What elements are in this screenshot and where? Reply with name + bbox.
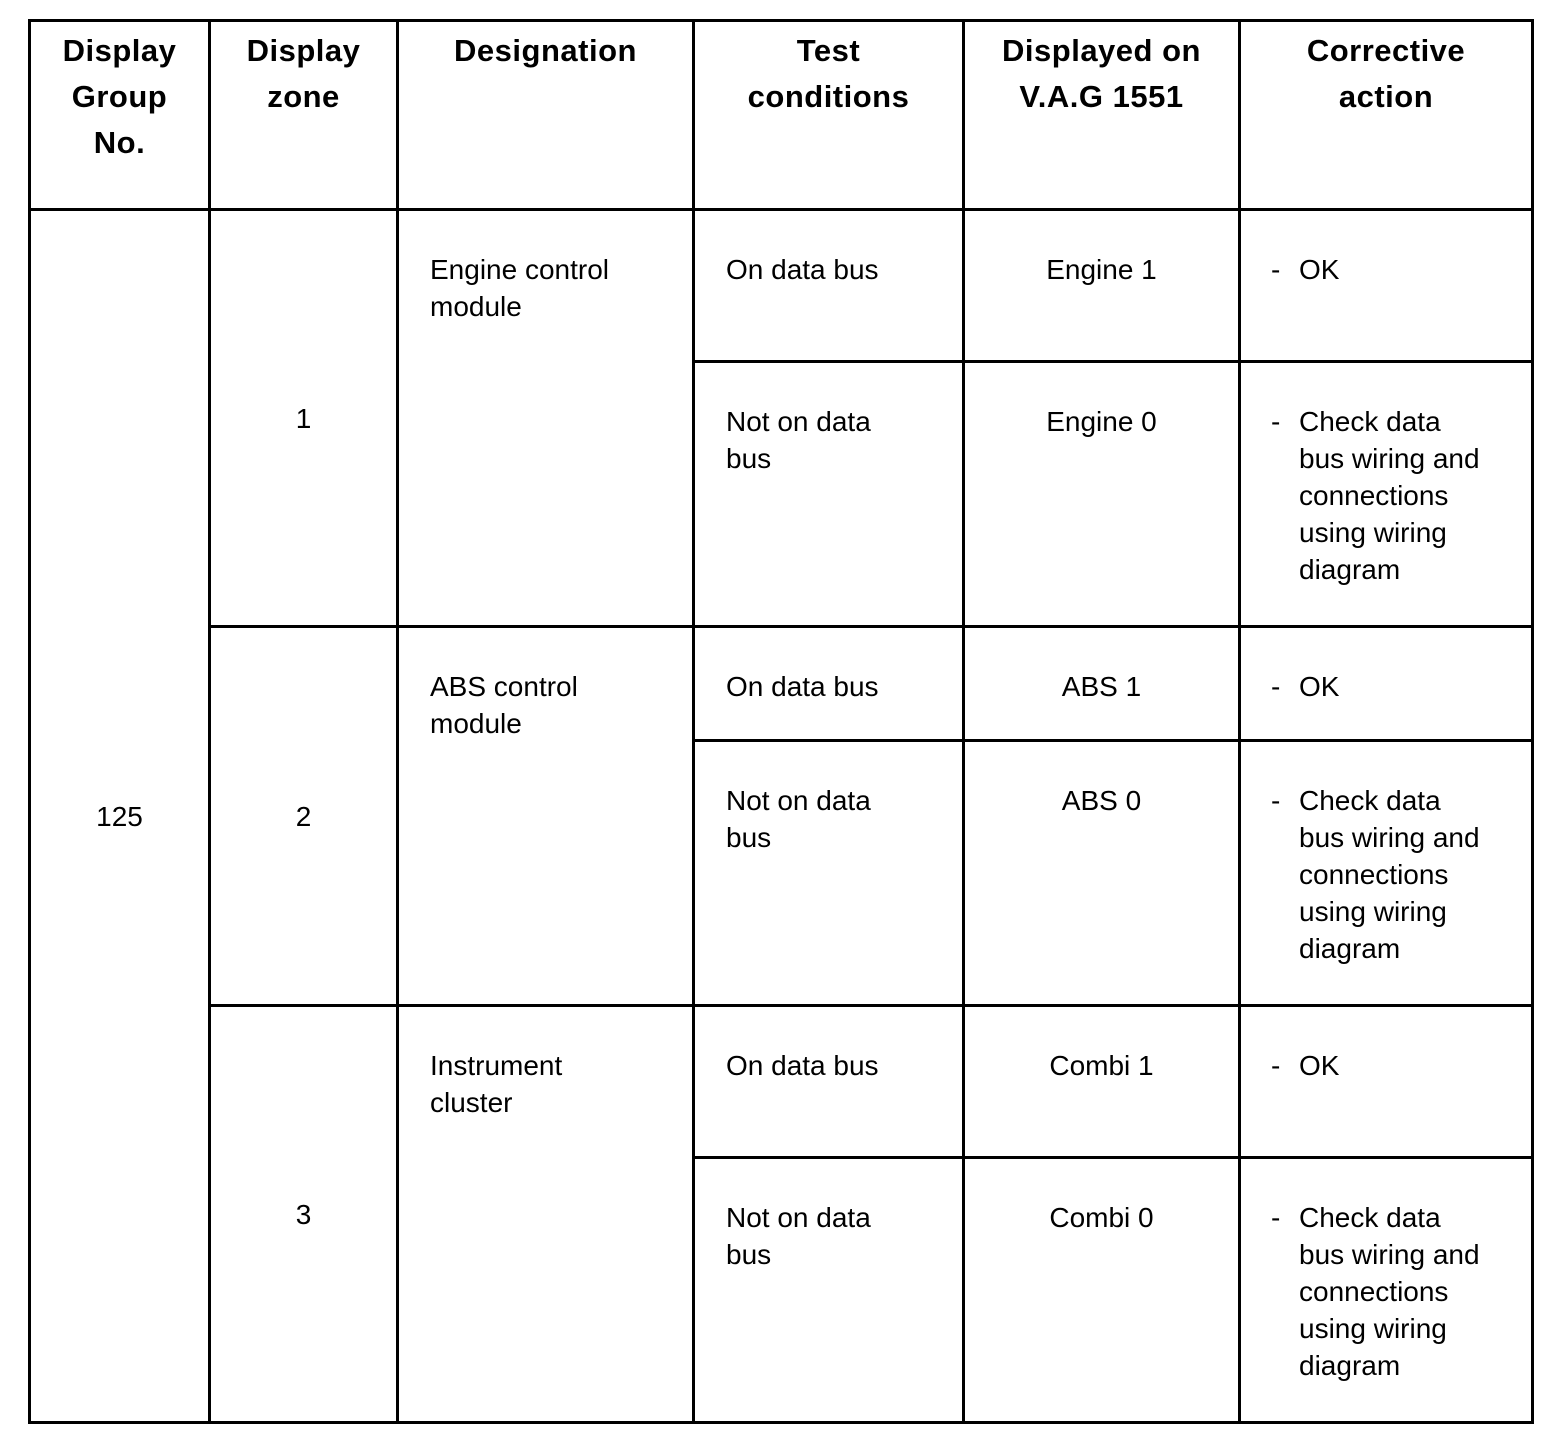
action-line: OK — [1299, 1050, 1340, 1081]
condition-line: bus — [726, 443, 772, 474]
displayed-value: Engine 1 — [1046, 254, 1157, 285]
condition-cell — [694, 1158, 964, 1423]
action-line: connections — [1299, 1276, 1449, 1307]
zone-cell — [210, 627, 398, 1006]
header-line: Test — [796, 33, 861, 68]
header-line: Designation — [454, 33, 637, 68]
zone-cell — [210, 210, 398, 627]
action-line: bus wiring and — [1299, 1239, 1480, 1270]
action-line: OK — [1299, 254, 1340, 285]
displayed-value: Combi 1 — [1049, 1050, 1154, 1081]
action-bullet: - — [1271, 406, 1281, 437]
action-line: using wiring — [1299, 517, 1447, 548]
zone-number: 1 — [295, 402, 312, 434]
displayed-value-cell — [964, 1006, 1240, 1158]
action-line: bus wiring and — [1299, 443, 1480, 474]
condition-cell — [694, 627, 964, 741]
condition-line: Not on data — [726, 785, 871, 816]
designation-line: ABS control — [430, 671, 578, 702]
condition-line: Not on data — [726, 406, 871, 437]
condition-line: Not on data — [726, 1202, 871, 1233]
header-line: No. — [93, 125, 146, 160]
table-row — [30, 627, 1533, 741]
action-line: using wiring — [1299, 896, 1447, 927]
header-designation — [398, 21, 694, 210]
header-row — [30, 21, 1533, 210]
action-bullet: - — [1271, 1202, 1281, 1233]
designation-cell — [398, 210, 694, 627]
header-line: conditions — [747, 79, 910, 114]
action-cell — [1240, 1158, 1533, 1423]
header-line: Display — [62, 33, 177, 68]
action-line: Check data — [1299, 785, 1441, 816]
action-cell — [1240, 362, 1533, 627]
displayed-value: Engine 0 — [1046, 406, 1157, 437]
designation-line: Engine control — [430, 254, 610, 285]
header-line: action — [1338, 79, 1434, 114]
zone-number: 3 — [295, 1198, 312, 1230]
display-group-table — [28, 19, 1534, 1424]
designation-line: module — [430, 291, 522, 322]
condition-line: On data bus — [726, 671, 879, 702]
group-number: 125 — [96, 800, 143, 832]
condition-cell — [694, 741, 964, 1006]
header-line: zone — [267, 79, 340, 114]
condition-line: bus — [726, 822, 772, 853]
displayed-value-cell — [964, 741, 1240, 1006]
table-row — [30, 210, 1533, 362]
header-line: Displayed on — [1002, 33, 1201, 68]
action-line: OK — [1299, 671, 1340, 702]
header-line: Corrective — [1306, 33, 1466, 68]
designation-cell — [398, 1006, 694, 1423]
action-cell — [1240, 1006, 1533, 1158]
action-bullet: - — [1271, 785, 1281, 816]
header-display-zone — [210, 21, 398, 210]
header-line: Display — [246, 33, 361, 68]
action-line: diagram — [1299, 933, 1401, 964]
designation-line: cluster — [430, 1087, 513, 1118]
header-test-conditions — [694, 21, 964, 210]
designation-line: module — [430, 708, 522, 739]
group-number-cell — [30, 210, 210, 1423]
displayed-value-cell — [964, 210, 1240, 362]
action-cell — [1240, 627, 1533, 741]
action-line: bus wiring and — [1299, 822, 1480, 853]
header-corrective-action — [1240, 21, 1533, 210]
displayed-value: ABS 0 — [1061, 785, 1142, 816]
condition-cell — [694, 210, 964, 362]
displayed-value-cell — [964, 627, 1240, 741]
designation-cell — [398, 627, 694, 1006]
action-bullet: - — [1271, 671, 1281, 702]
action-line: using wiring — [1299, 1313, 1447, 1344]
action-line: Check data — [1299, 1202, 1441, 1233]
condition-cell — [694, 1006, 964, 1158]
action-cell — [1240, 741, 1533, 1006]
zone-number: 2 — [295, 800, 312, 832]
designation-line: Instrument — [430, 1050, 563, 1081]
condition-line: On data bus — [726, 254, 879, 285]
action-line: Check data — [1299, 406, 1441, 437]
condition-line: bus — [726, 1239, 772, 1270]
displayed-value-cell — [964, 362, 1240, 627]
action-bullet: - — [1271, 254, 1281, 285]
zone-cell — [210, 1006, 398, 1423]
displayed-value: Combi 0 — [1049, 1202, 1154, 1233]
action-line: diagram — [1299, 554, 1401, 585]
action-line: connections — [1299, 480, 1449, 511]
condition-line: On data bus — [726, 1050, 879, 1081]
header-line: V.A.G 1551 — [1019, 79, 1184, 114]
action-bullet: - — [1271, 1050, 1281, 1081]
condition-cell — [694, 362, 964, 627]
displayed-value-cell — [964, 1158, 1240, 1423]
header-display-group-no — [30, 21, 210, 210]
table-row — [30, 1006, 1533, 1158]
action-cell — [1240, 210, 1533, 362]
displayed-value: ABS 1 — [1061, 671, 1142, 702]
action-line: connections — [1299, 859, 1449, 890]
header-line: Group — [71, 79, 168, 114]
header-displayed-on — [964, 21, 1240, 210]
action-line: diagram — [1299, 1350, 1401, 1381]
